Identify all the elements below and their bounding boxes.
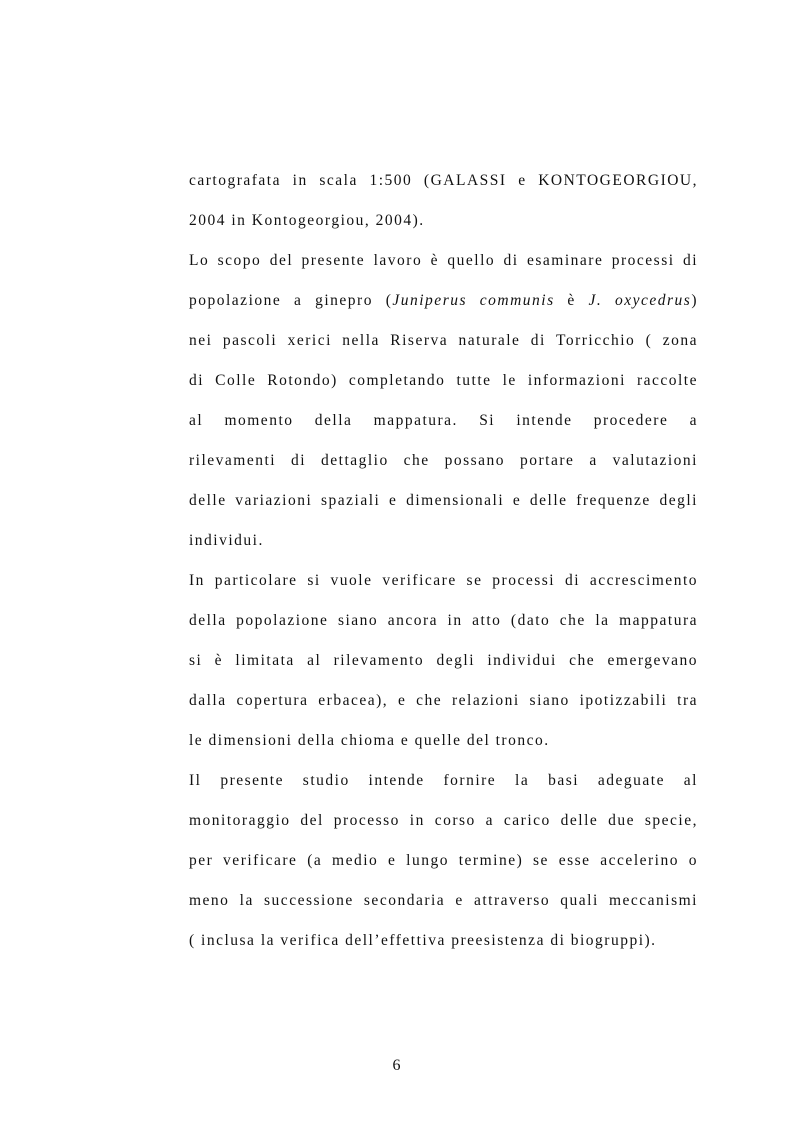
text-line: monitoraggio del processo in corso a carico delle due specie,	[189, 812, 698, 829]
text-line: si è limitata al rilevamento degli individui che emergevano	[189, 652, 698, 669]
text-line: cartografata in scala 1:500 (GALASSI e KONTOGEORGIOU,	[189, 172, 698, 189]
text-line: ( inclusa la verifica dell’effettiva preesistenza di biogruppi).	[189, 932, 657, 949]
text-line: di Colle Rotondo) completando tutte le informazioni raccolte	[189, 372, 698, 389]
text-line: rilevamenti di dettaglio che possano portare a valutazioni	[189, 452, 698, 469]
page-number: 6	[392, 1057, 401, 1074]
species-name: Juniperus communis	[392, 292, 555, 309]
text-line: per verificare (a medio e lungo termine) se esse accelerino o	[189, 852, 698, 869]
text-line	[189, 291, 698, 311]
text-run: popolazione a ginepro (	[189, 292, 393, 309]
text-run: )	[691, 292, 698, 309]
text-line: individui.	[189, 532, 264, 549]
text-line: Il presente studio intende fornire la basi adeguate al	[189, 772, 698, 789]
text-line: delle variazioni spaziali e dimensionali e delle frequenze degli	[189, 492, 698, 509]
text-line: meno la successione secondaria e attraverso quali meccanismi	[189, 892, 698, 909]
species-name: J. oxycedrus	[588, 292, 692, 309]
text-line: al momento della mappatura. Si intende procedere a	[189, 412, 698, 429]
text-line: nei pascoli xerici nella Riserva naturale di Torricchio ( zona	[189, 332, 698, 349]
text-line: 2004 in Kontogeorgiou, 2004).	[189, 212, 425, 229]
text-line: dalla copertura erbacea), e che relazioni siano ipotizzabili tra	[189, 692, 698, 709]
text-line: della popolazione siano ancora in atto (dato che la mappatura	[189, 612, 698, 629]
text-line: In particolare si vuole verificare se processi di accrescimento	[189, 572, 698, 589]
text-run: è	[554, 292, 589, 309]
text-line: le dimensioni della chioma e quelle del tronco.	[189, 732, 550, 749]
text-line: Lo scopo del presente lavoro è quello di esaminare processi di	[189, 252, 698, 269]
